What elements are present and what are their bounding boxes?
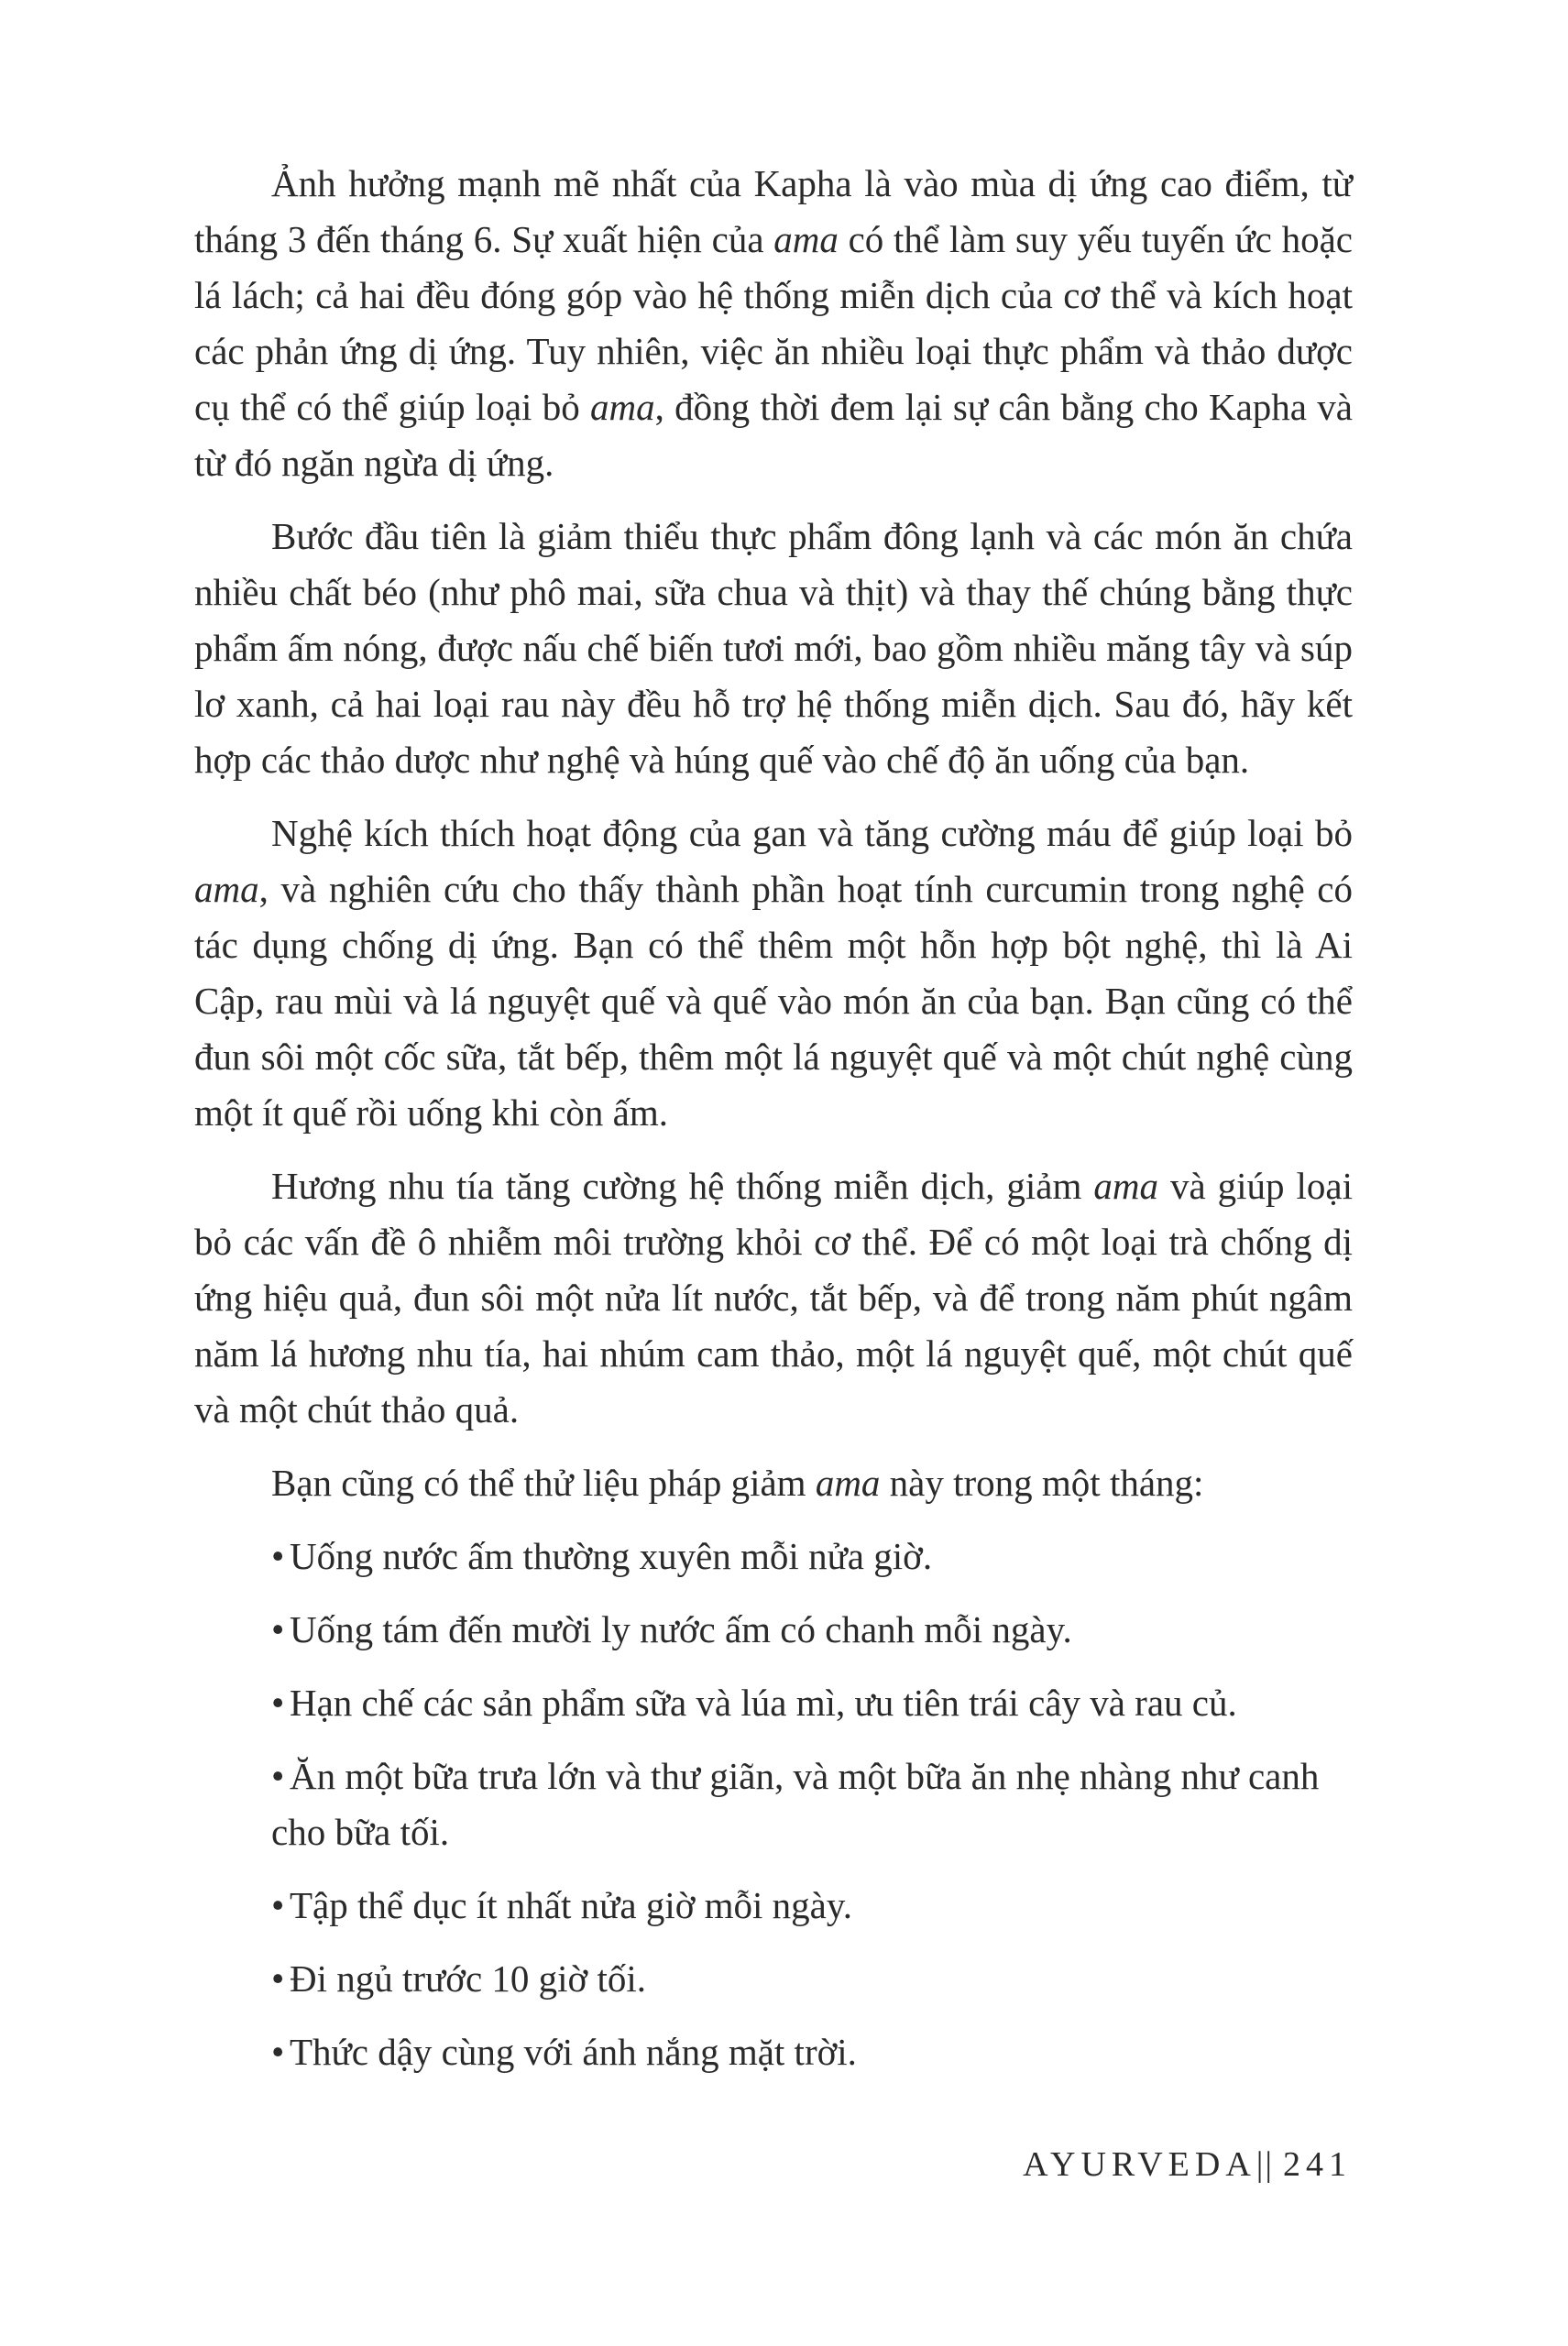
list-item-text: Hạn chế các sản phẩm sữa và lúa mì, ưu tiên trái cây và rau củ. (290, 1682, 1237, 1724)
text-run: và giúp loại bỏ các vấn đề ô nhiễm môi trường khỏi cơ thể. Để có một loại trà chống dị ứng hiệu quả, đun sôi một nửa lít nước, tắt bếp, và để trong năm phút ngâm năm lá hương nhu tía, hai nhúm cam thảo, một lá nguyệt quế, một chút quế và một chút thảo quả. (194, 1165, 1353, 1431)
bullet-icon: • (271, 1957, 285, 2000)
text-run: có thể làm suy yếu tuyến ức hoặc lá lách; cả hai đều đóng góp vào hệ thống miễn dịch của cơ thể và kích hoạt các phản ứng dị ứng. Tuy nhiên, việc ăn nhiều loại thực phẩm và thảo dược cụ thể có thể giúp loại bỏ (194, 218, 1353, 428)
paragraph-5 (194, 1455, 1353, 1511)
list-item-text: Uống tám đến mười ly nước ấm có chanh mỗi ngày. (290, 1608, 1072, 1650)
paragraph-list (194, 156, 1353, 1511)
italic-term: ama (194, 868, 259, 910)
page-body (194, 156, 1353, 2098)
bullet-icon: • (271, 1535, 285, 1577)
list-item-text: Uống nước ấm thường xuyên mỗi nửa giờ. (290, 1535, 933, 1577)
text-run: Hương nhu tía tăng cường hệ thống miễn dịch, giảm (271, 1165, 1094, 1207)
bullet-icon: • (271, 1608, 285, 1650)
bullet-icon: • (271, 1884, 285, 1926)
bullet-icon: • (271, 1755, 285, 1797)
list-item (271, 1951, 1353, 2007)
text-run: Ảnh hưởng mạnh mẽ nhất của Kapha là vào mùa dị ứng cao điểm, từ tháng 3 đến tháng 6. Sự xuất hiện của (194, 162, 1353, 260)
page-footer (1023, 2144, 1352, 2185)
italic-term: ama (590, 386, 655, 428)
paragraph-4 (194, 1158, 1353, 1438)
bullet-list (194, 1529, 1353, 2080)
text-run: , và nghiên cứu cho thấy thành phần hoạt tính curcumin trong nghệ có tác dụng chống dị ứng. Bạn có thể thêm một hỗn hợp bột nghệ, thì là Ai Cập, rau mùi và lá nguyệt quế và quế vào món ăn của bạn. Bạn cũng có thể đun sôi một cốc sữa, tắt bếp, thêm một lá nguyệt quế và một chút nghệ cùng một ít quế rồi uống khi còn ấm. (194, 868, 1353, 1134)
list-item (271, 1878, 1353, 1934)
list-item-text: Đi ngủ trước 10 giờ tối. (290, 1957, 646, 2000)
footer-separator: || (1255, 2145, 1274, 2184)
running-title: AYURVEDA (1023, 2145, 1256, 2184)
list-item (271, 1675, 1353, 1731)
list-item (271, 1749, 1353, 1860)
list-item (271, 1529, 1353, 1584)
text-run: này trong một tháng: (880, 1462, 1204, 1504)
text-run: Bước đầu tiên là giảm thiểu thực phẩm đông lạnh và các món ăn chứa nhiều chất béo (như phô mai, sữa chua và thịt) và thay thế chúng bằng thực phẩm ấm nóng, được nấu chế biến tươi mới, bao gồm nhiều măng tây và súp lơ xanh, cả hai loại rau này đều hỗ trợ hệ thống miễn dịch. Sau đó, hãy kết hợp các thảo dược như nghệ và húng quế vào chế độ ăn uống của bạn. (194, 515, 1353, 781)
bullet-icon: • (271, 2031, 285, 2073)
list-item-text: Thức dậy cùng với ánh nắng mặt trời. (290, 2031, 857, 2073)
list-item-text: Ăn một bữa trưa lớn và thư giãn, và một bữa ăn nhẹ nhàng như canh cho bữa tối. (271, 1755, 1320, 1853)
text-run: Bạn cũng có thể thử liệu pháp giảm (271, 1462, 816, 1504)
paragraph-3 (194, 806, 1353, 1141)
paragraph-2 (194, 509, 1353, 788)
italic-term: ama (1093, 1165, 1158, 1207)
list-item-text: Tập thể dục ít nhất nửa giờ mỗi ngày. (290, 1884, 852, 1926)
bullet-icon: • (271, 1682, 285, 1724)
text-run: , đồng thời đem lại sự cân bằng cho Kapha và từ đó ngăn ngừa dị ứng. (194, 386, 1353, 484)
text-run: Nghệ kích thích hoạt động của gan và tăng cường máu để giúp loại bỏ (271, 812, 1353, 854)
italic-term: ama (815, 1462, 881, 1504)
paragraph-1 (194, 156, 1353, 491)
list-item (271, 2024, 1353, 2080)
list-item (271, 1602, 1353, 1658)
italic-term: ama (773, 218, 839, 260)
page-number: 241 (1283, 2145, 1352, 2184)
